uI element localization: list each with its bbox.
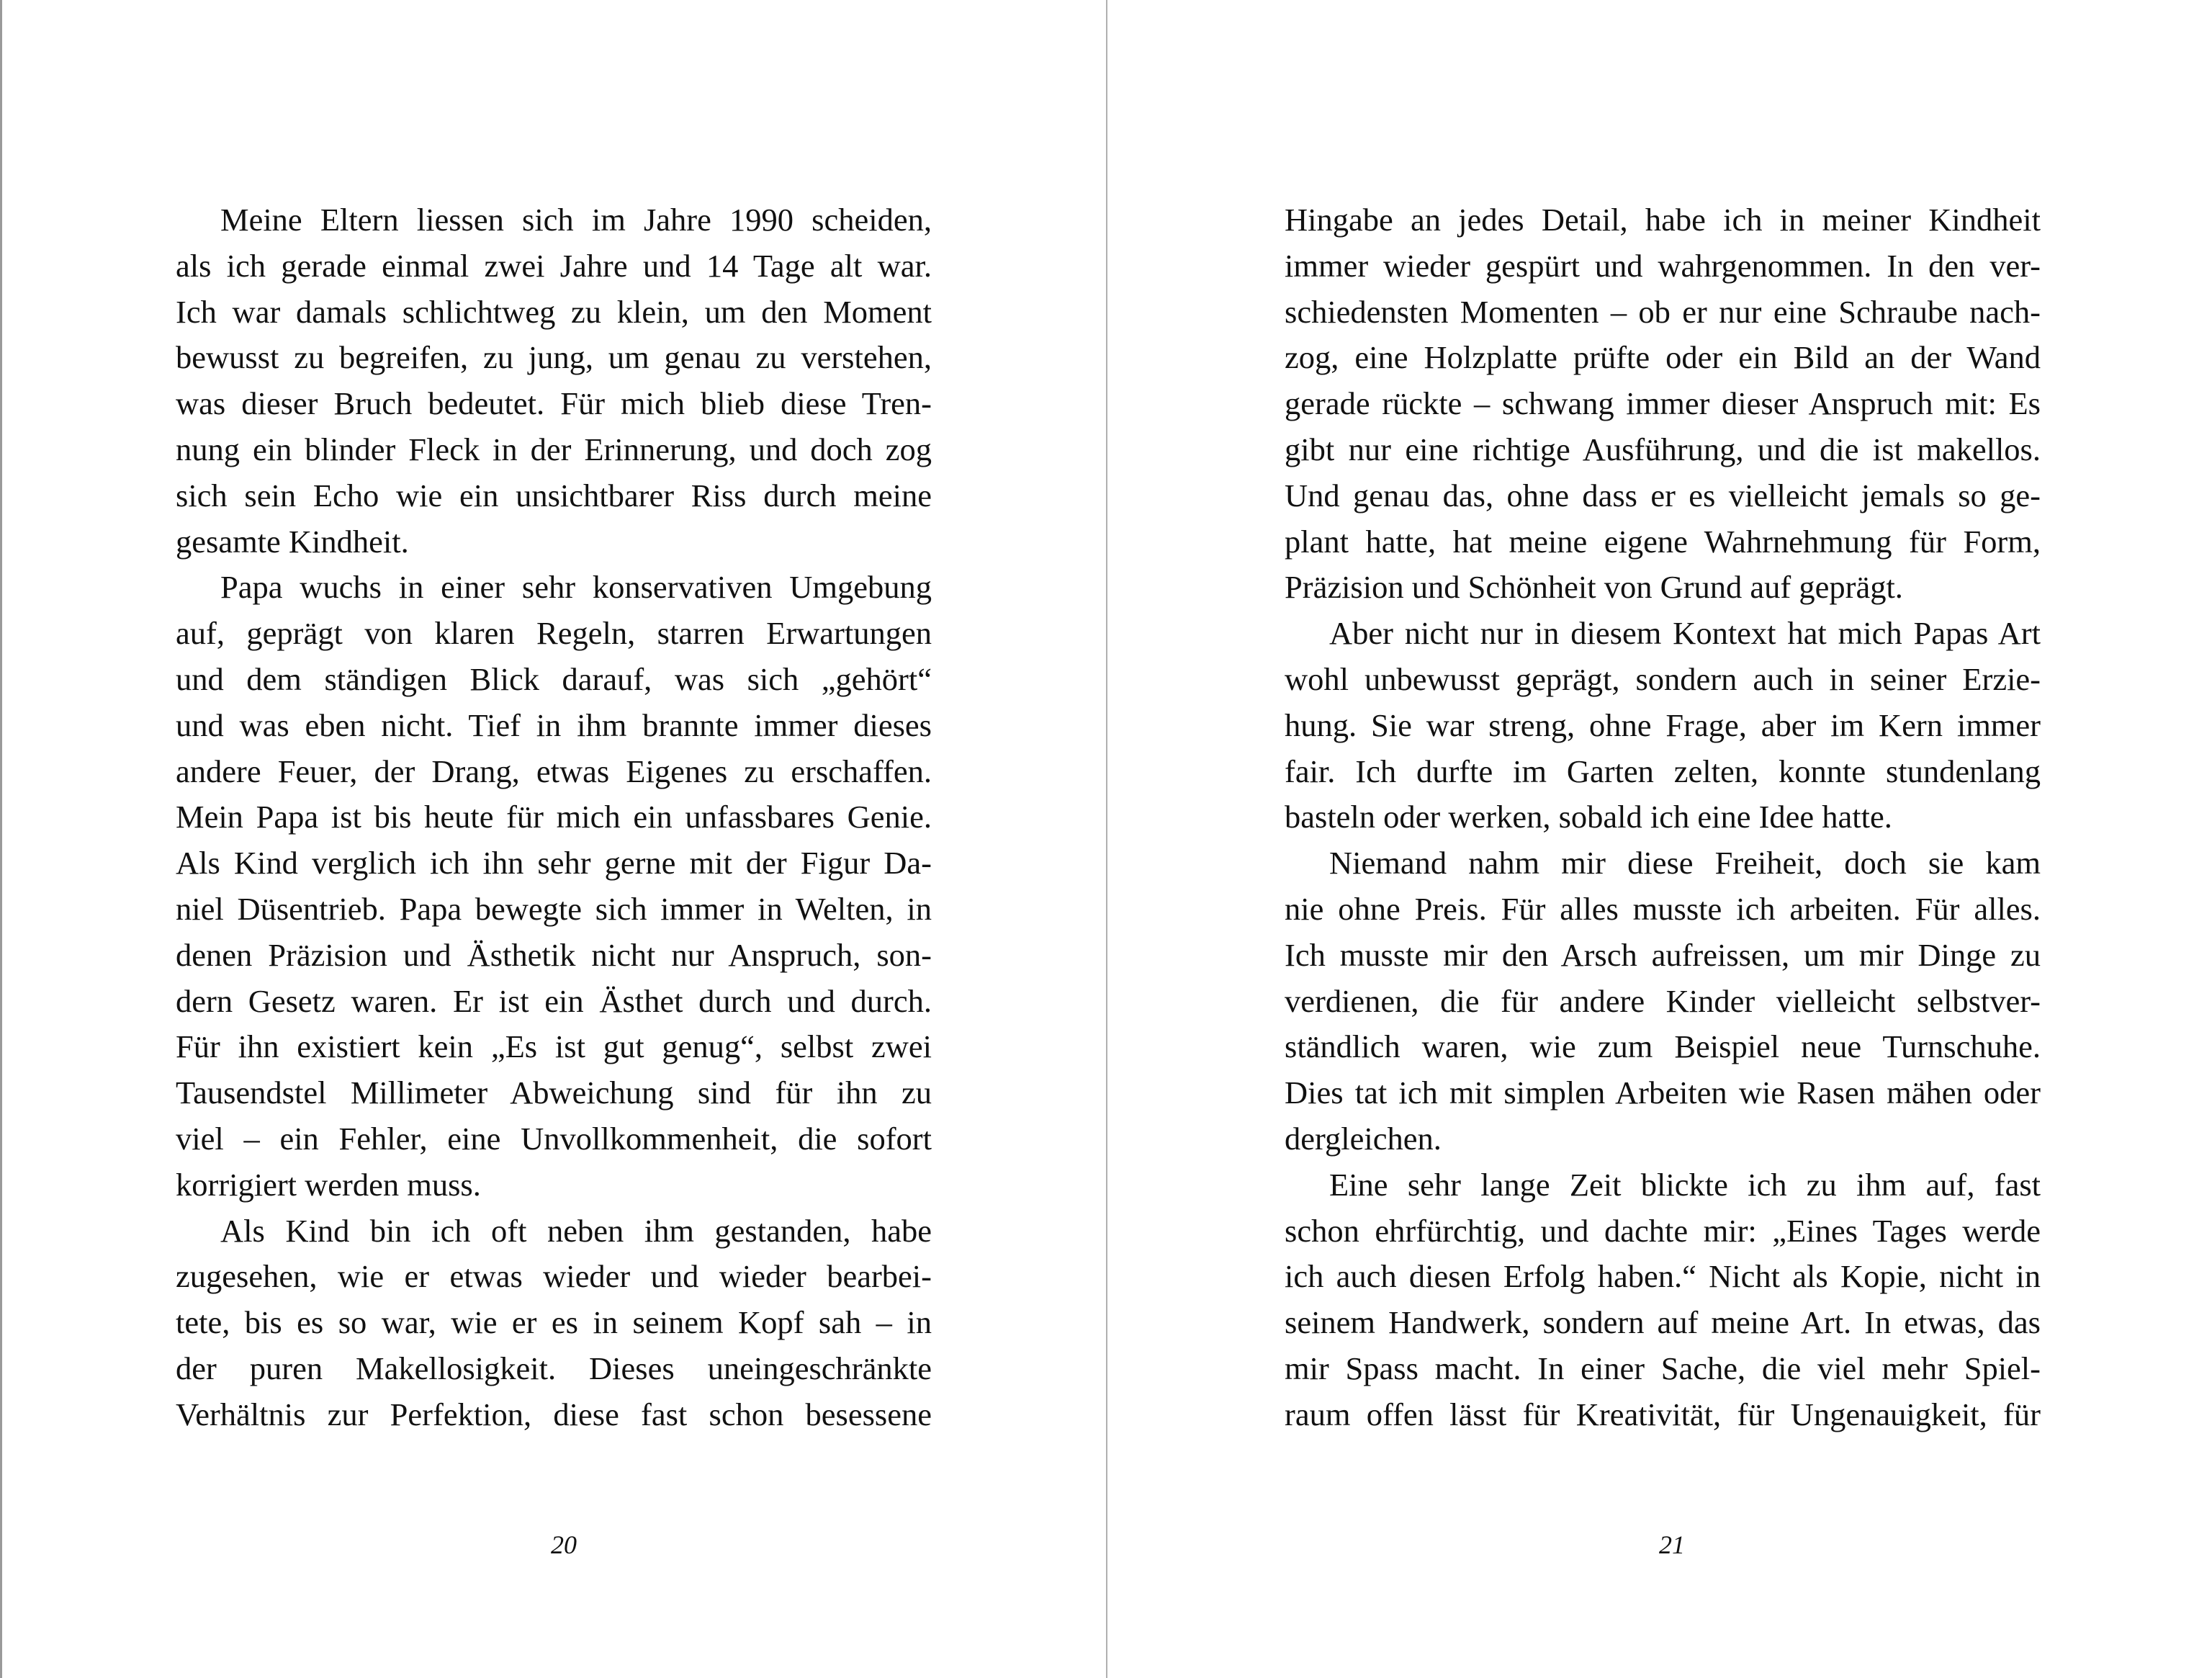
text-line: Aber nicht nur in diesem Kontext hat mich Papas Art [1329,615,2041,652]
text-line: Mein Papa ist bis heute für mich ein unfassbares Genie. [176,799,932,835]
left-page-text [176,197,932,1438]
text-line: hung. Sie war streng, ohne Frage, aber im Kern immer [1285,706,2041,743]
text-line: sich sein Echo wie ein unsichtbarer Riss durch meine [176,477,932,513]
text-line: Präzision und Schönheit von Grund auf geprägt. [1285,569,1903,606]
text-line: raum offen lässt für Kreativität, für Ungenauigkeit, für [1285,1396,2041,1432]
text-line: nie ohne Preis. Für alles musste ich arbeiten. Für alles. [1285,890,2041,927]
text-line: fair. Ich durfte im Garten zelten, konnte stundenlang [1285,753,2041,789]
text-line: basteln oder werken, sobald ich eine Idee hatte. [1285,799,1892,835]
text-line: ich auch diesen Erfolg haben.“ Nicht als Kopie, nicht in [1285,1258,2041,1295]
text-line: plant hatte, hat meine eigene Wahrnehmung für Form, [1285,523,2041,560]
text-line: dergleichen. [1285,1120,1442,1157]
text-line: Papa wuchs in einer sehr konservativen Umgebung [220,569,932,606]
text-line: verdienen, die für andere Kinder vielleicht selbstver- [1285,982,2041,1019]
text-line: mir Spass macht. In einer Sache, die viel mehr Spiel- [1285,1350,2041,1386]
text-line: nung ein blinder Fleck in der Erinnerung, und doch zog [176,431,932,467]
text-line: Als Kind bin ich oft neben ihm gestanden, habe [220,1212,932,1249]
text-line: Niemand nahm mir diese Freiheit, doch sie kam [1329,845,2041,881]
text-line: Hingabe an jedes Detail, habe ich in meiner Kindheit [1285,202,2041,238]
text-line: zugesehen, wie er etwas wieder und wieder bearbei- [176,1258,932,1295]
right-page-number: 21 [1659,1530,1685,1559]
text-line: und dem ständigen Blick darauf, was sich „gehört“ [176,660,932,697]
text-line: schiedensten Momenten – ob er nur eine Schraube nach- [1285,293,2041,330]
text-line: der puren Makellosigkeit. Dieses uneingeschränkte [176,1350,932,1386]
text-line: gibt nur eine richtige Ausführung, und die ist makellos. [1285,431,2041,467]
text-line: denen Präzision und Ästhetik nicht nur Anspruch, son- [176,936,932,973]
text-line: und was eben nicht. Tief in ihm brannte immer dieses [176,706,932,743]
text-line: Ich musste mir den Arsch aufreissen, um mir Dinge zu [1285,936,2041,973]
text-line: was dieser Bruch bedeutet. Für mich blieb diese Tren- [176,385,932,422]
text-line: ständlich waren, wie zum Beispiel neue Turnschuhe. [1285,1028,2041,1065]
text-line: niel Düsentrieb. Papa bewegte sich immer in Welten, in [176,890,932,927]
text-line: seinem Handwerk, sondern auf meine Art. In etwas, das [1285,1304,2041,1341]
text-line: gesamte Kindheit. [176,523,409,560]
text-line: andere Feuer, der Drang, etwas Eigenes zu erschaffen. [176,753,932,789]
text-line: bewusst zu begreifen, zu jung, um genau zu verstehen, [176,339,932,376]
text-line: Dies tat ich mit simplen Arbeiten wie Rasen mähen oder [1285,1074,2041,1111]
text-line: korrigiert werden muss. [176,1166,481,1203]
text-line: schon ehrfürchtig, und dachte mir: „Eines Tages werde [1285,1212,2041,1249]
right-page-text [1285,197,2041,1438]
text-line: Meine Eltern liessen sich im Jahre 1990 scheiden, [220,202,932,238]
text-line: Ich war damals schlichtweg zu klein, um den Moment [176,293,932,330]
text-line: zog, eine Holzplatte prüfte oder ein Bild an der Wand [1285,339,2041,376]
text-line: Für ihn existiert kein „Es ist gut genug“, selbst zwei [176,1028,932,1065]
text-line: gerade rückte – schwang immer dieser Anspruch mit: Es [1285,385,2041,422]
text-line: immer wieder gespürt und wahrgenommen. In den ver- [1285,247,2041,284]
text-line: wohl unbewusst geprägt, sondern auch in seiner Erzie- [1285,660,2041,697]
text-line: viel – ein Fehler, eine Unvollkommenheit, die sofort [176,1120,932,1157]
text-line: Als Kind verglich ich ihn sehr gerne mit der Figur Da- [176,845,932,881]
text-line: Eine sehr lange Zeit blickte ich zu ihm auf, fast [1329,1166,2041,1203]
text-line: Und genau das, ohne dass er es vielleicht jemals so ge- [1285,477,2041,513]
text-line: Tausendstel Millimeter Abweichung sind für ihn zu [176,1074,932,1111]
text-line: tete, bis es so war, wie er es in seinem Kopf sah – in [176,1304,932,1341]
right-page [1107,0,2212,1678]
text-line: Verhältnis zur Perfektion, diese fast schon besessene [176,1396,932,1432]
left-page-number: 20 [551,1530,577,1559]
text-line: als ich gerade einmal zwei Jahre und 14 Tage alt war. [176,247,932,284]
text-line: auf, geprägt von klaren Regeln, starren Erwartungen [176,615,932,652]
text-line: dern Gesetz waren. Er ist ein Ästhet durch und durch. [176,982,932,1019]
